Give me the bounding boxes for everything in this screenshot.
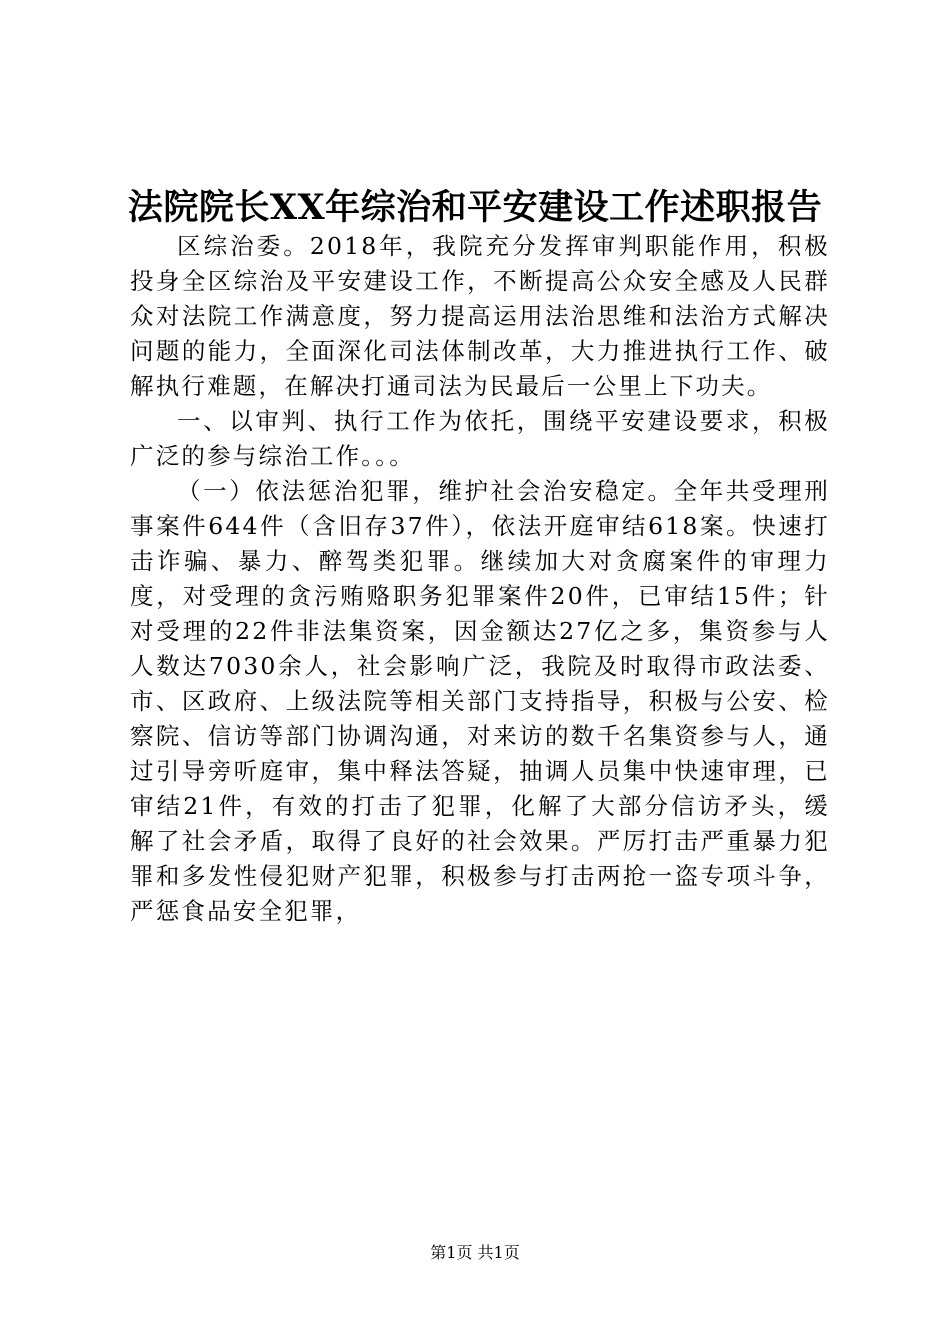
document-title: 法院院长XX年综治和平安建设工作述职报告 (127, 187, 823, 228)
document-body (130, 229, 830, 929)
paragraph-subsection-one: （一）依法惩治犯罪，维护社会治安稳定。全年共受理刑事案件644件（含旧存37件），依法开庭审结618案。快速打击诈骗、暴力、醉驾类犯罪。继续加大对贪腐案件的审理力度，对受理的贪污贿赂职务犯罪案件20件，已审结15件；针对受理的22件非法集资案，因金额达27亿之多，集资参与人人数达7030余人，社会影响广泛，我院及时取得市政法委、市、区政府、上级法院等相关部门支持指导，积极与公安、检察院、信访等部门协调沟通，对来访的数千名集资参与人，通过引导旁听庭审，集中释法答疑，抽调人员集中快速审理，已审结21件，有效的打击了犯罪，化解了大部分信访矛头，缓解了社会矛盾，取得了良好的社会效果。严厉打击严重暴力犯罪和多发性侵犯财产犯罪，积极参与打击两抢一盗专项斗争，严惩食品安全犯罪， (130, 477, 830, 925)
paragraph-intro: 区综治委。2018年，我院充分发挥审判职能作用，积极投身全区综治及平安建设工作，不断提高公众安全感及人民群众对法院工作满意度，努力提高运用法治思维和法治方式解决问题的能力，全面深化司法体制改革，大力推进执行工作、破解执行难题，在解决打通司法为民最后一公里上下功夫。 (130, 232, 830, 400)
paragraph-section-one: 一、以审判、执行工作为依托，围绕平安建设要求，积极广泛的参与综治工作。。。 (130, 407, 830, 470)
page-number-footer: 第1页 共1页 (430, 1243, 520, 1262)
